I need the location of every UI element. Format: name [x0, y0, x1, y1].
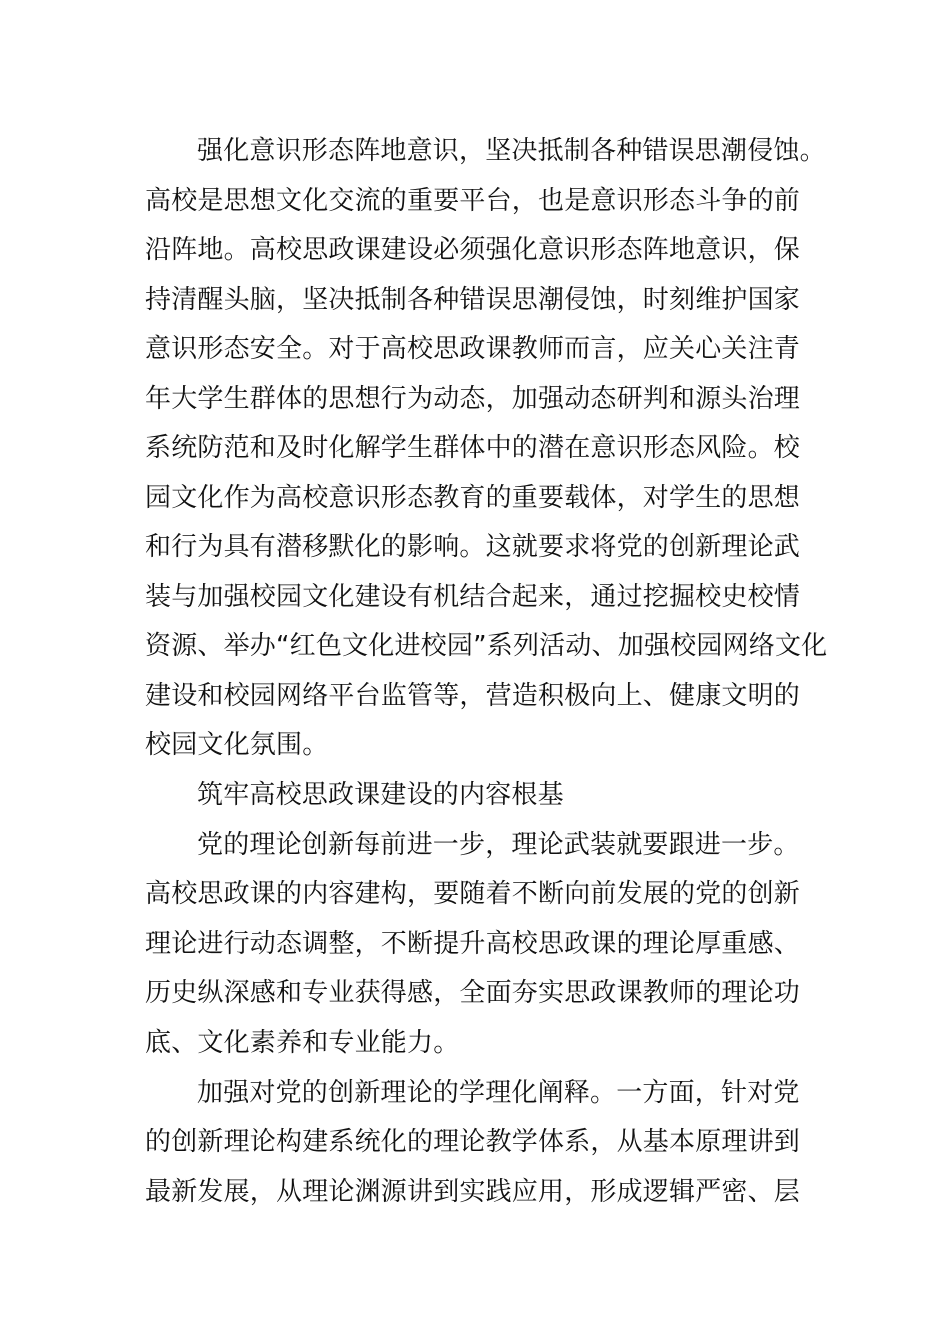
paragraph-3-line-3: 最新发展，从理论渊源讲到实践应用，形成逻辑严密、层: [145, 1177, 801, 1207]
paragraph-2-line-1: 党的理论创新每前进一步，理论武装就要跟进一步。: [197, 830, 800, 860]
paragraph-1-line-7: 系统防范和及时化解学生群体中的潜在意识形态风险。校: [145, 433, 801, 463]
section-heading: 筑牢高校思政课建设的内容根基: [197, 780, 564, 810]
paragraph-1-line-4: 持清醒头脑，坚决抵制各种错误思潮侵蚀，时刻维护国家: [145, 285, 801, 315]
paragraph-1-line-10: 装与加强校园文化建设有机结合起来，通过挖掘校史校情: [145, 582, 801, 612]
paragraph-1-line-12: 建设和校园网络平台监管等，营造积极向上、健康文明的: [145, 681, 801, 711]
paragraph-2-line-3: 理论进行动态调整，不断提升高校思政课的理论厚重感、: [145, 929, 801, 959]
paragraph-2-line-5: 底、文化素养和专业能力。: [145, 1028, 460, 1058]
paragraph-1-line-13: 校园文化氛围。: [145, 730, 329, 760]
paragraph-2-line-2: 高校思政课的内容建构，要随着不断向前发展的党的创新: [145, 879, 801, 909]
paragraph-2-line-4: 历史纵深感和专业获得感，全面夯实思政课教师的理论功: [145, 978, 801, 1008]
paragraph-3-line-1: 加强对党的创新理论的学理化阐释。一方面，针对党: [197, 1078, 800, 1108]
paragraph-1-line-5: 意识形态安全。对于高校思政课教师而言，应关心关注青: [145, 334, 801, 364]
paragraph-3-line-2: 的创新理论构建系统化的理论教学体系，从基本原理讲到: [145, 1127, 801, 1157]
paragraph-1-line-11: 资源、举办“红色文化进校园”系列活动、加强校园网络文化: [145, 631, 828, 661]
paragraph-1-line-2: 高校是思想文化交流的重要平台，也是意识形态斗争的前: [145, 186, 801, 216]
paragraph-1-line-9: 和行为具有潜移默化的影响。这就要求将党的创新理论武: [145, 532, 801, 562]
paragraph-1-line-6: 年大学生群体的思想行为动态，加强动态研判和源头治理: [145, 384, 801, 414]
paragraph-1-line-1: 强化意识形态阵地意识，坚决抵制各种错误思潮侵蚀。: [197, 136, 826, 166]
paragraph-1-line-3: 沿阵地。高校思政课建设必须强化意识形态阵地意识，保: [145, 235, 801, 265]
paragraph-1-line-8: 园文化作为高校意识形态教育的重要载体，对学生的思想: [145, 483, 801, 513]
